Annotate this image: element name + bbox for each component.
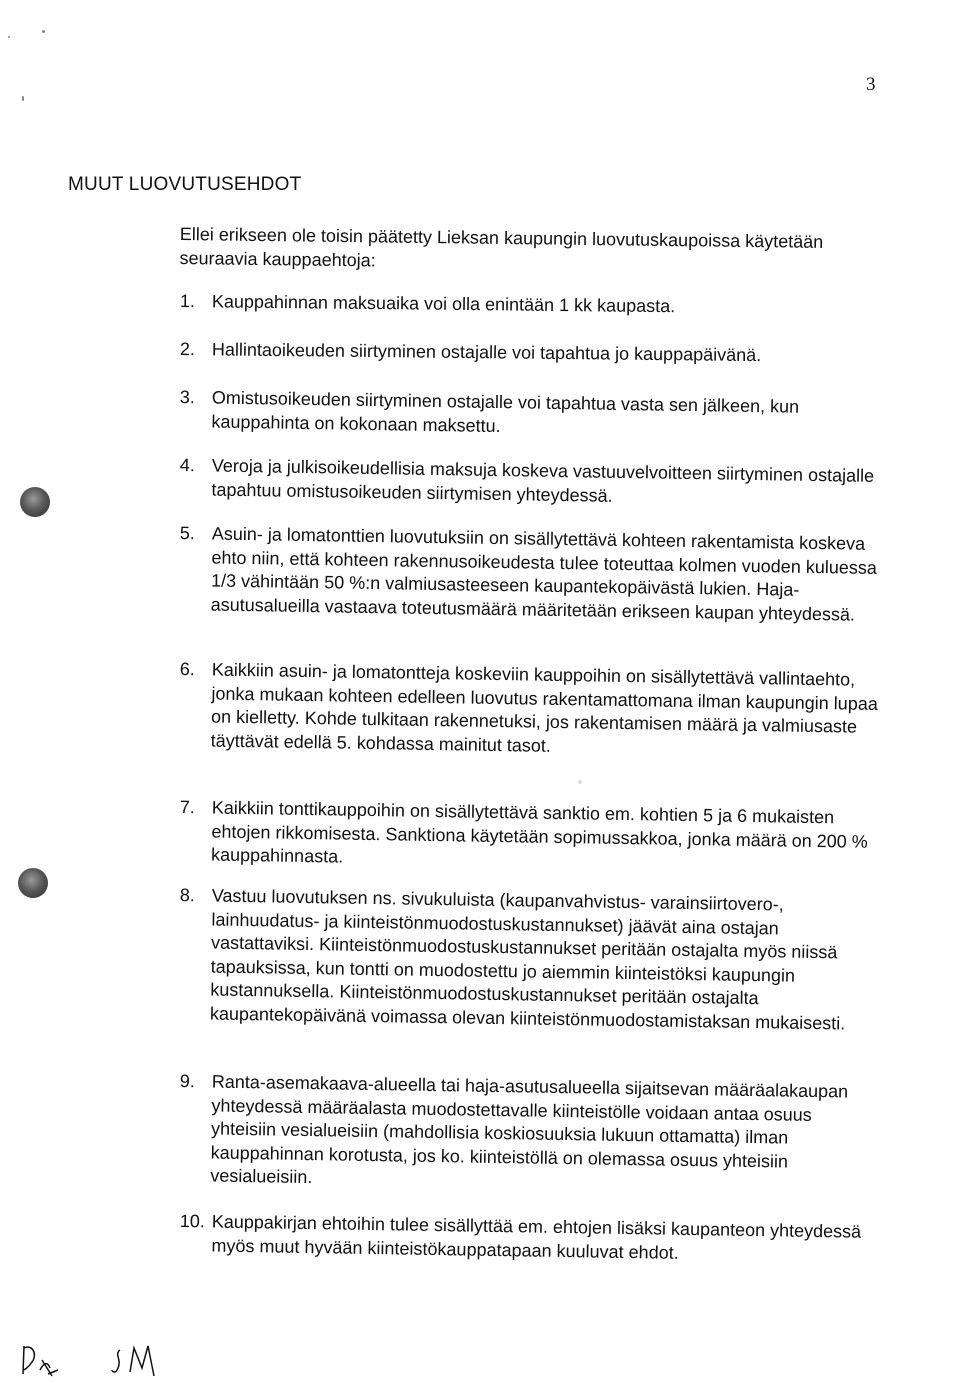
item-number: 3. bbox=[179, 386, 195, 408]
item-number: 6. bbox=[179, 658, 195, 680]
item-text: Omistusoikeuden siirtyminen ostajalle voi tapahtua vasta sen jälkeen, kun kauppahinta on kokonaan maksettu. bbox=[211, 387, 800, 436]
speck bbox=[42, 30, 45, 33]
item-number: 10. bbox=[179, 1210, 206, 1232]
intro-paragraph: Ellei erikseen ole toisin päätetty Lieksan kaupungin luovutuskaupoissa käytetään seuraavia kauppaehtoja: bbox=[179, 223, 824, 271]
punch-hole-bottom bbox=[18, 868, 48, 898]
list-item-2 bbox=[180, 338, 840, 368]
list-item-7 bbox=[179, 796, 870, 877]
list-item-8 bbox=[178, 884, 880, 1036]
item-number: 9. bbox=[179, 1070, 195, 1092]
list-item-4 bbox=[179, 454, 890, 512]
item-text: Vastuu luovutuksen ns. sivukuluista (kaupanvahvistus- varainsiirtovero-, lainhuudatus- ja kiinteistönmuodostuskustannukset) jäävät aina ostajan vastattaviksi. Kiinteistönmuodostuskustannukset peritään ostajalta myös niissä tapauksissa, kun tontti on muodostettu jo aiemmin kiinteistöksi kaupungin kustannuksella. Kiinteistönmuodostuskustannukset peritään ostajalta kaupantekopäivänä voimassa olevan kiinteistönmuodostamistaksan mukaisesti. bbox=[209, 885, 846, 1033]
item-number: 4. bbox=[179, 454, 195, 476]
item-text: Kauppakirjan ehtoihin tulee sisällyttää em. ehtojen lisäksi kaupanteon yhteydessä myös muut hyvään kiinteistökauppatapaan kuuluvat ehdot. bbox=[211, 1211, 862, 1263]
item-text: Kauppahinnan maksuaika voi olla enintään 1 kk kaupasta. bbox=[211, 291, 676, 317]
item-number: 7. bbox=[179, 796, 195, 818]
item-number: 2. bbox=[179, 338, 196, 360]
item-text: Asuin- ja lomatonttien luovutuksiin on sisällytettävä kohteen rakentamista koskeva ehto niin, että kohteen rakennusoikeudesta tulee toteuttaa kolmen vuoden kuluessa 1/3 vähintään 50 %:n valmiusasteeseen kaupantekopäivästä lukien. Haja-asutusalueilla vastaava toteutusmäärä määritetään erikseen kaupan yhteydessä. bbox=[210, 523, 877, 625]
punch-hole-top bbox=[20, 487, 50, 517]
item-text: Hallintaoikeuden siirtyminen ostajalle voi tapahtua jo kauppapäivänä. bbox=[211, 339, 762, 366]
list-item-10 bbox=[179, 1210, 870, 1268]
speck bbox=[8, 36, 10, 38]
item-number: 8. bbox=[179, 884, 195, 906]
list-item-5 bbox=[179, 522, 880, 627]
speck bbox=[22, 96, 24, 101]
speck bbox=[578, 780, 582, 784]
list-item-1 bbox=[180, 290, 780, 320]
list-item-6 bbox=[179, 658, 890, 763]
page-number: 3 bbox=[866, 74, 876, 95]
item-number: 5. bbox=[179, 522, 195, 544]
item-text: Ranta-asemakaava-alueella tai haja-asutusalueella sijaitsevan määräalakaupan yhteydessä määräalasta muodostettavalle kiinteistölle voidaan antaa osuus yhteisiin vesialueisiin (mahdollisia koskiosuuksia lukuun ottamatta) ilman kauppahinnan korotusta, jos ko. kiinteistöllä on olemassa osuus yhteisiin vesialueisiin. bbox=[210, 1071, 849, 1188]
page-title: MUUT LUOVUTUSEHDOT bbox=[68, 174, 302, 195]
list-item-3 bbox=[179, 386, 880, 444]
item-number: 1. bbox=[179, 290, 196, 312]
signature-initials bbox=[18, 1340, 188, 1380]
list-item-9 bbox=[178, 1070, 880, 1198]
item-text: Veroja ja julkisoikeudellisia maksuja koskeva vastuuvelvoitteen siirtyminen ostajalle tapahtuu omistusoikeuden siirtymisen yhteydessä. bbox=[211, 455, 875, 506]
item-text: Kaikkiin asuin- ja lomatontteja koskeviin kauppoihin on sisällytettävä vallintaehto, jonka mukaan kohteen edelleen luovutus rakentamattomana ilman kaupungin lupaa on kielletty. Kohde tulkitaan rakennetuksi, jos rakentamisen määrä ja valmiusaste täyttävät edellä 5. kohdassa mainitut tasot. bbox=[210, 659, 878, 756]
item-text: Kaikkiin tonttikauppoihin on sisällytettävä sanktio em. kohtien 5 ja 6 mukaisten ehtojen rikkomisesta. Sanktiona käytetään sopimussakkoa, jonka määrä on 200 % kauppahinnasta. bbox=[210, 797, 868, 867]
